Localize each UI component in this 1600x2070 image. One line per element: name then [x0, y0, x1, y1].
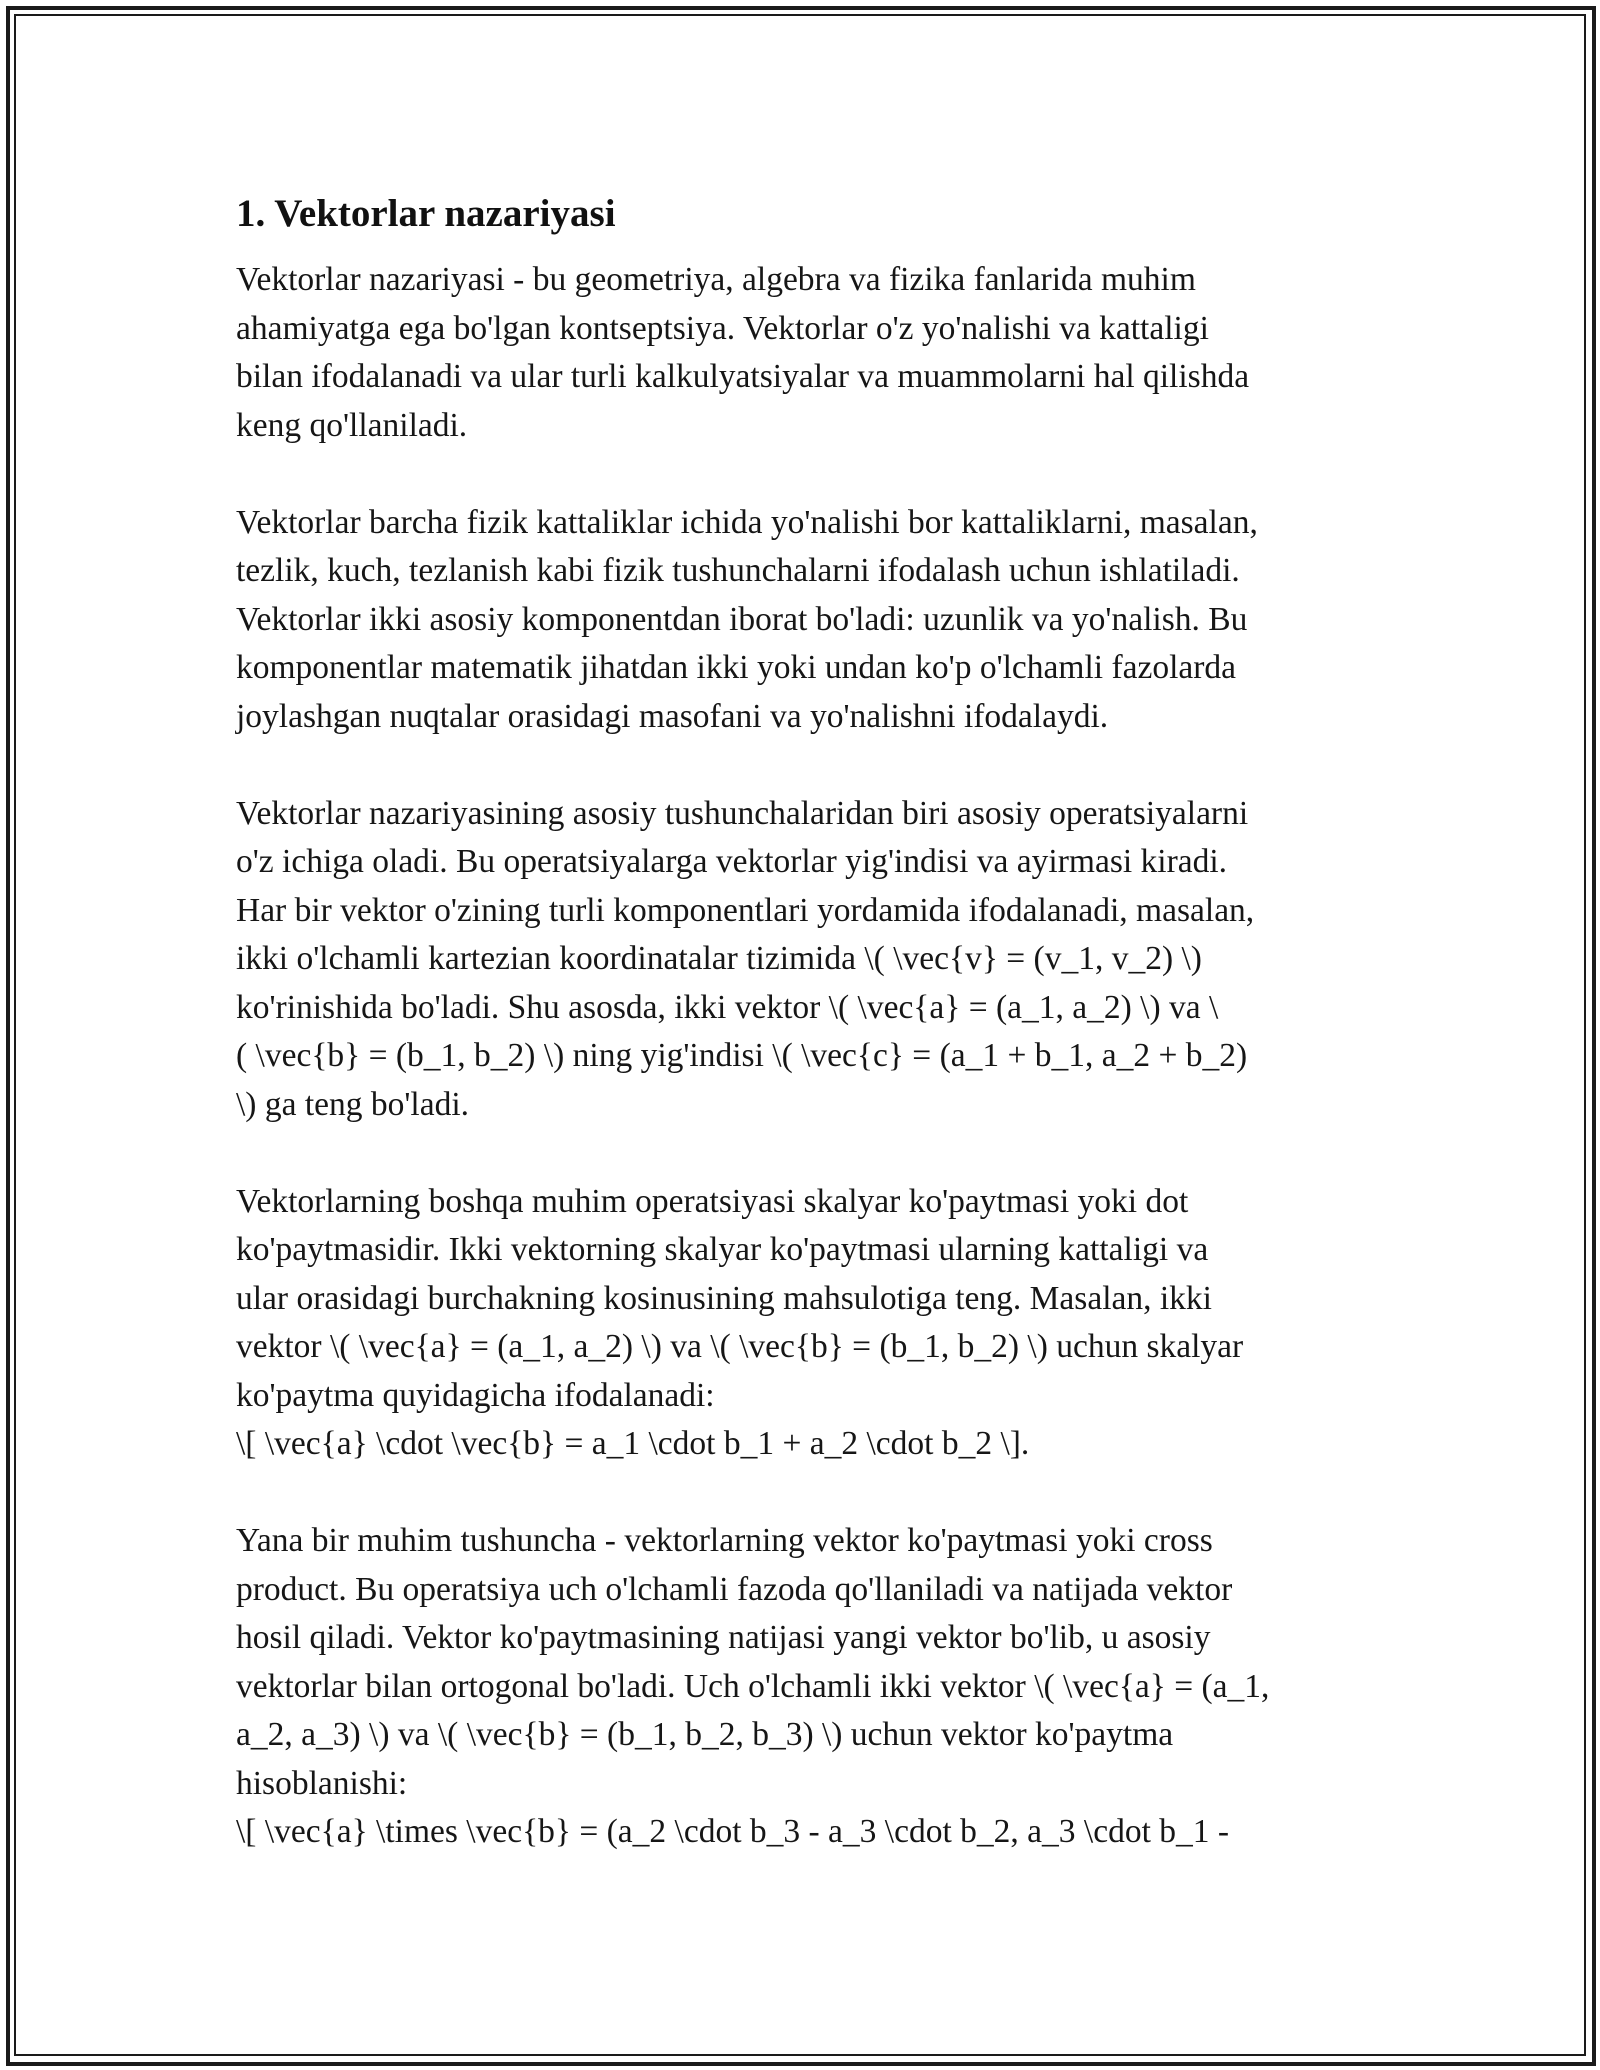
document-body	[236, 186, 1376, 1905]
paragraph-cross-product: Yana bir muhim tushuncha - vektorlarning vektor ko'paytmasi yoki cross product. Bu operatsiya uch o'lchamli fazoda qo'llaniladi va natijada vektor hosil qiladi. Vektor ko'paytmasining natijasi yangi vektor bo'lib, u asosiy vektorlar bilan ortogonal bo'ladi. Uch o'lchamli ikki vektor \( \vec{a} = (a_1, a_2, a_3) \) va \( \vec{b} = (b_1, b_2, b_3) \) uchun vektor ko'paytma hisoblanishi: \[ \vec{a} \times \vec{b} = (a_2 \cdot b_3 - a_3 \cdot b_2, a_3 \cdot b_1 -	[236, 1522, 1270, 1850]
paragraph-physical-quantities: Vektorlar barcha fizik kattaliklar ichida yo'nalishi bor kattaliklarni, masalan, tezlik, kuch, tezlanish kabi fizik tushunchalarni ifodalash uchun ishlatiladi. Vektorlar ikki asosiy komponentdan iborat bo'ladi: uzunlik va yo'nalish. Bu komponentlar matematik jihatdan ikki yoki undan ko'p o'lchamli fazolarda joylashgan nuqtalar orasidagi masofani va yo'nalishni ifodalaydi.	[236, 503, 1258, 735]
paragraph-vector-addition: Vektorlar nazariyasining asosiy tushunchalaridan biri asosiy operatsiyalarni o'z ichiga oladi. Bu operatsiyalarga vektorlar yig'indisi va ayirmasi kiradi. Har bir vektor o'zining turli komponentlari yordamida ifodalanadi, masalan, ikki o'lchamli kartezian koordinatalar tizimida \( \vec{v} = (v_1, v_2) \) ko'rinishida bo'ladi. Shu asosda, ikki vektor \( \vec{a} = (a_1, a_2) \) va \ ( \vec{b} = (b_1, b_2) \) ning yig'indisi \( \vec{c} = (a_1 + b_1, a_2 + b_2) \) ga teng bo'ladi.	[236, 794, 1255, 1123]
paragraph-dot-product: Vektorlarning boshqa muhim operatsiyasi skalyar ko'paytmasi yoki dot ko'paytmasidir. Ikki vektorning skalyar ko'paytmasi ularning kattaligi va ular orasidagi burchakning kosinusining mahsulotiga teng. Masalan, ikki vektor \( \vec{a} = (a_1, a_2) \) va \( \vec{b} = (b_1, b_2) \) uchun skalyar ko'paytma quyidagicha ifodalanadi: \[ \vec{a} \cdot \vec{b} = a_1 \cdot b_1 + a_2 \cdot b_2 \].	[236, 1182, 1244, 1462]
page-title: 1. Vektorlar nazariyasi	[236, 192, 616, 235]
paragraph-intro: Vektorlar nazariyasi - bu geometriya, algebra va fizika fanlarida muhim ahamiyatga ega bo'lgan kontseptsiya. Vektorlar o'z yo'nalishi va kattaligi bilan ifodalanadi va ular turli kalkulyatsiyalar va muammolarni hal qilishda keng qo'llaniladi.	[236, 261, 1250, 444]
